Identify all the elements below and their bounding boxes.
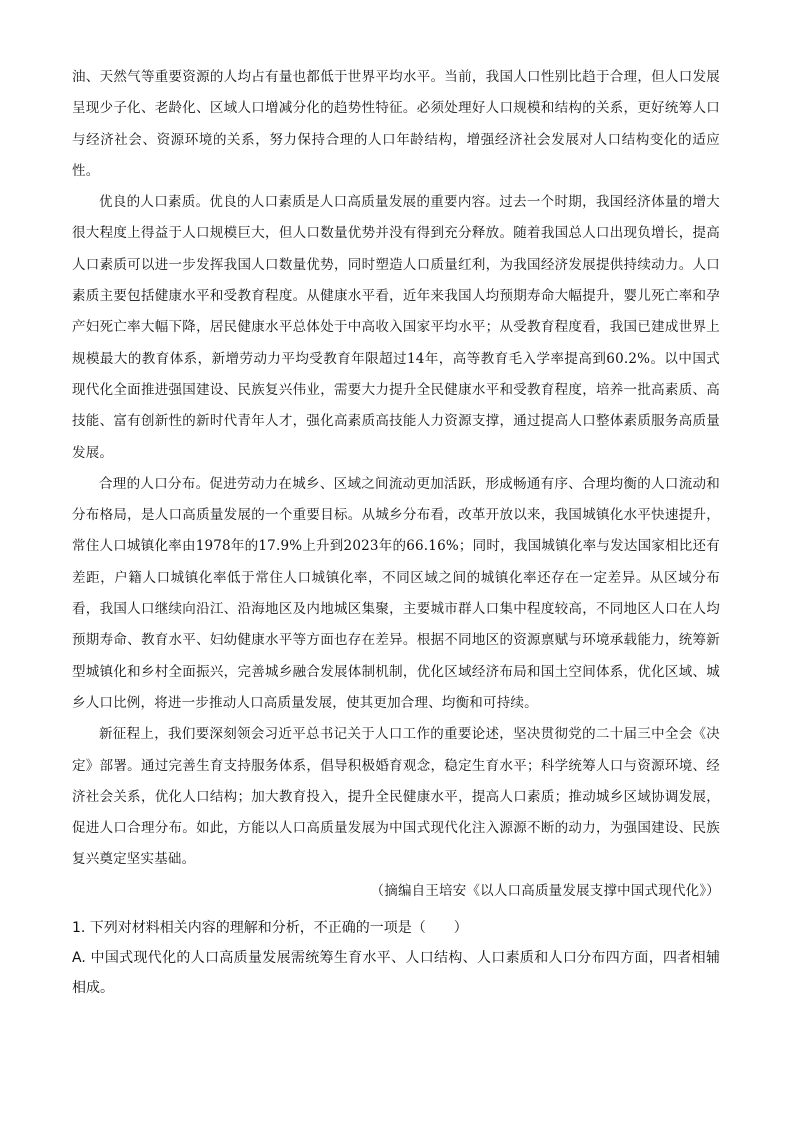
question-1 [72,913,720,1003]
question-stem: 1. 下列对材料相关内容的理解和分析，不正确的一项是（ ） [72,920,468,936]
reading-passage [72,62,720,907]
option-a: A. 中国式现代化的人口高质量发展需统筹生育水平、人口结构、人口素质和人口分布四方面，四者相辅相成。 [72,950,720,996]
paragraph-1: 油、天然气等重要资源的人均占有量也都低于世界平均水平。当前，我国人口性别比趋于合理，但人口发展呈现少子化、老龄化、区域人口增减分化的趋势性特征。必须处理好人口规模和结构的关系，更好统筹人口与经济社会、资源环境的关系，努力保持合理的人口年龄结构，增强经济社会发展对人口结构变化的适应性。 [72,69,720,179]
paragraph-2: 优良的人口素质。优良的人口素质是人口高质量发展的重要内容。过去一个时期，我国经济体量的增大很大程度上得益于人口规模巨大，但人口数量优势并没有得到充分释放。随着我国总人口出现负增长，提高人口素质可以进一步发挥我国人口数量优势，同时塑造人口质量红利，为我国经济发展提供持续动力。人口素质主要包括健康水平和受教育程度。从健康水平看，近年来我国人均预期寿命大幅提升，婴儿死亡率和孕产妇死亡率大幅下降，居民健康水平总体处于中高收入国家平均水平；从受教育程度看，我国已建成世界上规模最大的教育体系，新增劳动力平均受教育年限超过14年，高等教育毛入学率提高到60.2%。以中国式现代化全面推进强国建设、民族复兴伟业，需要大力提升全民健康水平和受教育程度，培养一批高素质、高技能、富有创新性的新时代青年人才，强化高素质高技能人力资源支撑，通过提高人口整体素质服务高质量发展。 [72,194,720,461]
source-citation: （摘编自王培安《以人口高质量发展支撑中国式现代化》） [370,882,720,899]
paragraph-4: 新征程上，我们要深刻领会习近平总书记关于人口工作的重要论述，坚决贯彻党的二十届三中全会《决定》部署。通过完善生育支持服务体系，倡导积极婚育观念，稳定生育水平；科学统筹人口与资源环境、经济社会关系，优化人口结构；加大教育投入，提升全民健康水平，提高人口素质；推动城乡区域协调发展，促进人口合理分布。如此，方能以人口高质量发展为中国式现代化注入源源不断的动力，为强国建设、民族复兴奠定坚实基础。 [72,726,720,868]
paragraph-3: 合理的人口分布。促进劳动力在城乡、区域之间流动更加活跃，形成畅通有序、合理均衡的人口流动和分布格局，是人口高质量发展的一个重要目标。从城乡分布看，改革开放以来，我国城镇化水平快速提升，常住人口城镇化率由1978年的17.9%上升到2023年的66.16%；同时，我国城镇化率与发达国家相比还有差距，户籍人口城镇化率低于常住人口城镇化率，不同区域之间的城镇化率还存在一定差异。从区域分布看，我国人口继续向沿江、沿海地区及内地城区集聚，主要城市群人口集中程度较高，不同地区人口在人均预期寿命、教育水平、妇幼健康水平等方面也存在差异。根据不同地区的资源禀赋与环境承载能力，统筹新型城镇化和乡村全面振兴，完善城乡融合发展体制机制，优化区域经济布局和国土空间体系，优化区域、城乡人口比例，将进一步推动人口高质量发展，使其更加合理、均衡和可持续。 [72,475,720,711]
